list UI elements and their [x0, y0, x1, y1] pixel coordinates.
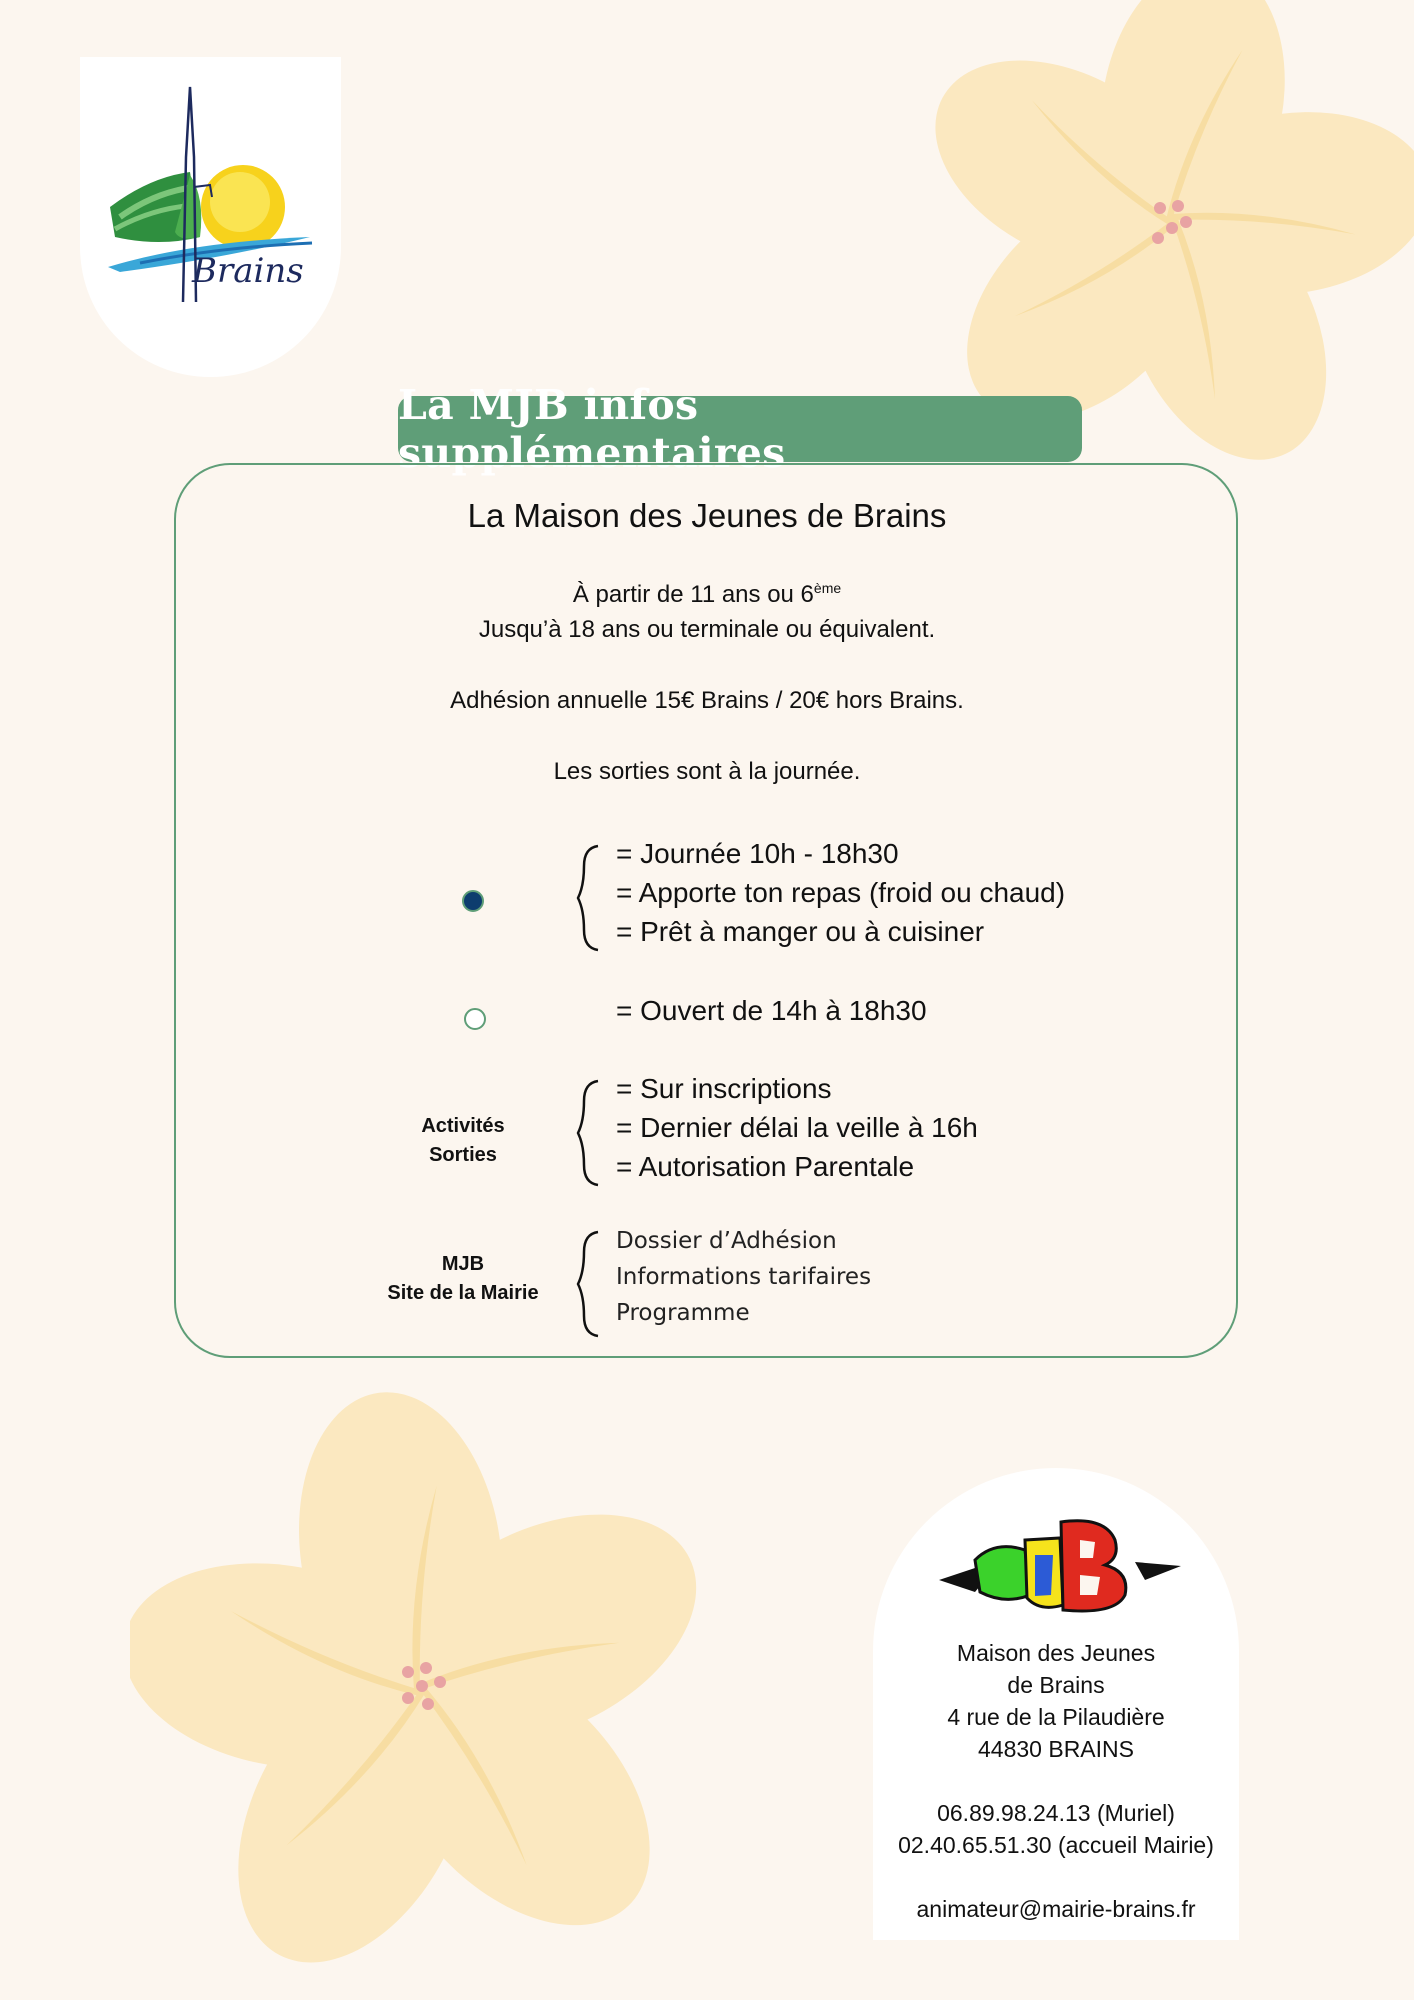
- activities-item: = Dernier délai la veille à 16h: [616, 1112, 978, 1143]
- mjb-site-label: MJB Site de la Mairie: [387, 1253, 539, 1304]
- contact-email[interactable]: animateur@mairie-brains.fr: [916, 1896, 1196, 1922]
- full-day-item: = Apporte ton repas (froid ou chaud): [616, 877, 1066, 908]
- outings-text: Les sorties sont à la journée.: [553, 758, 861, 785]
- mjb-site-link[interactable]: Programme: [616, 1300, 750, 1326]
- age-to-text: Jusqu’à 18 ans ou terminale ou équivalent.: [478, 616, 936, 643]
- age-from-text: À partir de 11 ans ou 6ème: [572, 580, 842, 608]
- town-logo-wordmark: Brains: [192, 251, 304, 291]
- membership-fee-text: Adhésion annuelle 15€ Brains / 20€ hors Brains.: [450, 687, 964, 714]
- full-day-item: = Prêt à manger ou à cuisiner: [616, 916, 985, 947]
- contact-address: 4 rue de la Pilaudière: [947, 1704, 1165, 1730]
- mjb-site-link[interactable]: Dossier d’Adhésion: [616, 1228, 837, 1254]
- open-hours-text: = Ouvert de 14h à 18h30: [616, 995, 927, 1026]
- full-day-dot-icon: [462, 890, 484, 912]
- activities-label: Activités Sorties: [421, 1115, 505, 1166]
- contact-name: Maison des Jeunes: [956, 1640, 1156, 1666]
- info-heading: La Maison des Jeunes de Brains: [467, 497, 947, 534]
- page-title-banner: [398, 381, 1082, 477]
- town-logo: [80, 67, 341, 327]
- open-hours-dot-icon: [464, 1008, 486, 1030]
- activities-item: = Autorisation Parentale: [616, 1151, 915, 1182]
- brace-icon: [572, 1077, 602, 1189]
- contact-phone[interactable]: 02.40.65.51.30 (accueil Mairie): [898, 1832, 1214, 1858]
- mjb-site-link[interactable]: Informations tarifaires: [616, 1264, 872, 1290]
- mjb-logo: [935, 1510, 1185, 1620]
- activities-item: = Sur inscriptions: [616, 1073, 832, 1104]
- brace-icon: [572, 1228, 602, 1340]
- contact-phone[interactable]: 06.89.98.24.13 (Muriel): [937, 1800, 1175, 1826]
- flower-bottom-left-decoration: [130, 1390, 710, 1990]
- page-title: La MJB infos supplémentaires: [398, 381, 786, 477]
- brace-icon: [572, 842, 602, 954]
- town-logo-card: [80, 57, 341, 377]
- full-day-item: = Journée 10h - 18h30: [616, 838, 899, 869]
- contact-name: de Brains: [1007, 1672, 1105, 1698]
- contact-city: 44830 BRAINS: [978, 1736, 1134, 1762]
- age-from-superscript: ème: [813, 580, 842, 596]
